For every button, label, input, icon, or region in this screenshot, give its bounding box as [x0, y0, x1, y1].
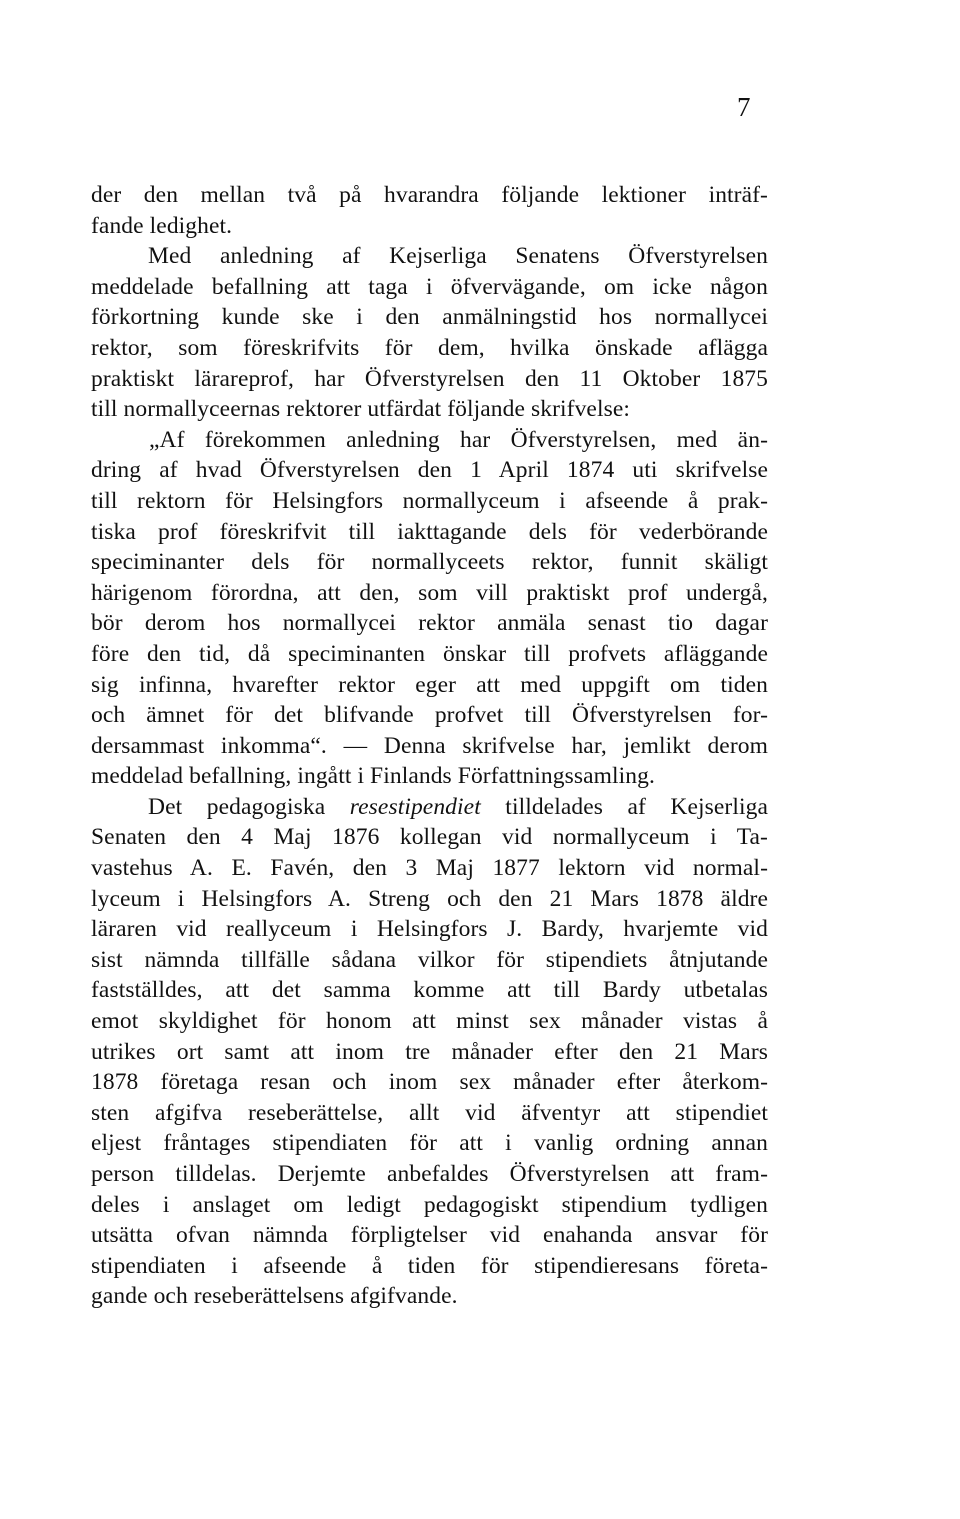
text-line: gande och reseberättelsens afgifvande.: [91, 1283, 458, 1310]
text-line: meddelad befallning, ingått i Finlands Författningssamling.: [91, 763, 655, 790]
text-line: sten afgifva reseberättelse, allt vid äfventyr att stipendiet: [91, 1099, 768, 1126]
text-line: sig infinna, hvarefter rektor eger att med uppgift om tiden: [91, 671, 768, 698]
text-line: rektor, som föreskrifvits för dem, hvilka önskade aflägga: [91, 334, 768, 361]
text-line: dersammast inkomma“. — Denna skrifvelse har, jemlikt derom: [91, 732, 768, 759]
text-line: [91, 792, 768, 823]
text-line: härigenom förordna, att den, som vill praktiskt prof undergå,: [91, 579, 768, 606]
text-line: person tilldelas. Derjemte anbefaldes Öfverstyrelsen att fram-: [91, 1161, 768, 1187]
text-line: läraren vid reallyceum i Helsingfors J. Bardy, hvarjemte vid: [91, 916, 768, 943]
text-line: eljest fråntages stipendiaten för att i vanlig ordning annan: [91, 1130, 768, 1157]
text-line: stipendiaten i afseende å tiden för stipendieresans företa-: [91, 1252, 768, 1279]
text-line: dring af hvad Öfverstyrelsen den 1 April 1874 uti skrifvelse: [91, 457, 768, 484]
page-number: 7: [737, 92, 751, 122]
text-line: der den mellan två på hvarandra följande lektioner inträf-: [91, 182, 768, 208]
text-line: och ämnet för det blifvande profvet till Öfverstyrelsen for-: [91, 702, 768, 729]
text-line: Med anledning af Kejserliga Senatens Öfverstyrelsen: [148, 243, 768, 270]
italic-term: resestipendiet: [349, 793, 481, 820]
text-line: 1878 företaga resan och inom sex månader efter återkom-: [91, 1069, 768, 1096]
text-line: utrikes ort samt att inom tre månader efter den 21 Mars: [91, 1038, 768, 1065]
body-text: [91, 180, 768, 1312]
text-line: tiska prof föreskrifvit till iakttagande dels för vederbörande: [91, 518, 768, 545]
text-line: praktiskt lärareprof, har Öfverstyrelsen den 11 Oktober 1875: [91, 365, 768, 392]
text-line: emot skyldighet för honom att minst sex månader vistas å: [91, 1008, 768, 1035]
text-segment: tilldelades af Kejserliga: [480, 793, 768, 820]
text-segment: Det pedagogiska: [148, 793, 350, 820]
text-line: fande ledighet.: [91, 212, 233, 239]
text-line: meddelade befallning att taga i öfvervägande, om icke någon: [91, 273, 768, 300]
text-line: förkortning kunde ske i den anmälningstid hos normallycei: [91, 304, 768, 331]
text-line: utsätta ofvan nämnda förpligtelser vid enahanda ansvar för: [91, 1222, 768, 1249]
text-line: till rektorn för Helsingfors normallyceum i afseende å prak-: [91, 487, 768, 514]
text-line: före den tid, då speciminanten önskar till profvets afläggande: [91, 640, 768, 667]
text-line: bör derom hos normallycei rektor anmäla senast tio dagar: [91, 610, 768, 637]
text-line: Senaten den 4 Maj 1876 kollegan vid normallyceum i Ta-: [91, 824, 768, 851]
text-line: lyceum i Helsingfors A. Streng och den 21 Mars 1878 äldre: [91, 885, 768, 912]
text-line: sist nämnda tillfälle sådana vilkor för stipendiets åtnjutande: [91, 946, 768, 973]
text-line: till normallyceernas rektorer utfärdat följande skrifvelse:: [91, 396, 630, 423]
text-line: „Af förekommen anledning har Öfverstyrelsen, med än-: [149, 426, 768, 453]
text-line: speciminanter dels för normallyceets rektor, funnit skäligt: [91, 549, 768, 576]
text-line: fastställdes, att det samma komme att till Bardy utbetalas: [91, 977, 768, 1004]
text-line: vastehus A. E. Favén, den 3 Maj 1877 lektorn vid normal-: [91, 855, 768, 882]
text-line: deles i anslaget om ledigt pedagogiskt stipendium tydligen: [91, 1191, 768, 1218]
